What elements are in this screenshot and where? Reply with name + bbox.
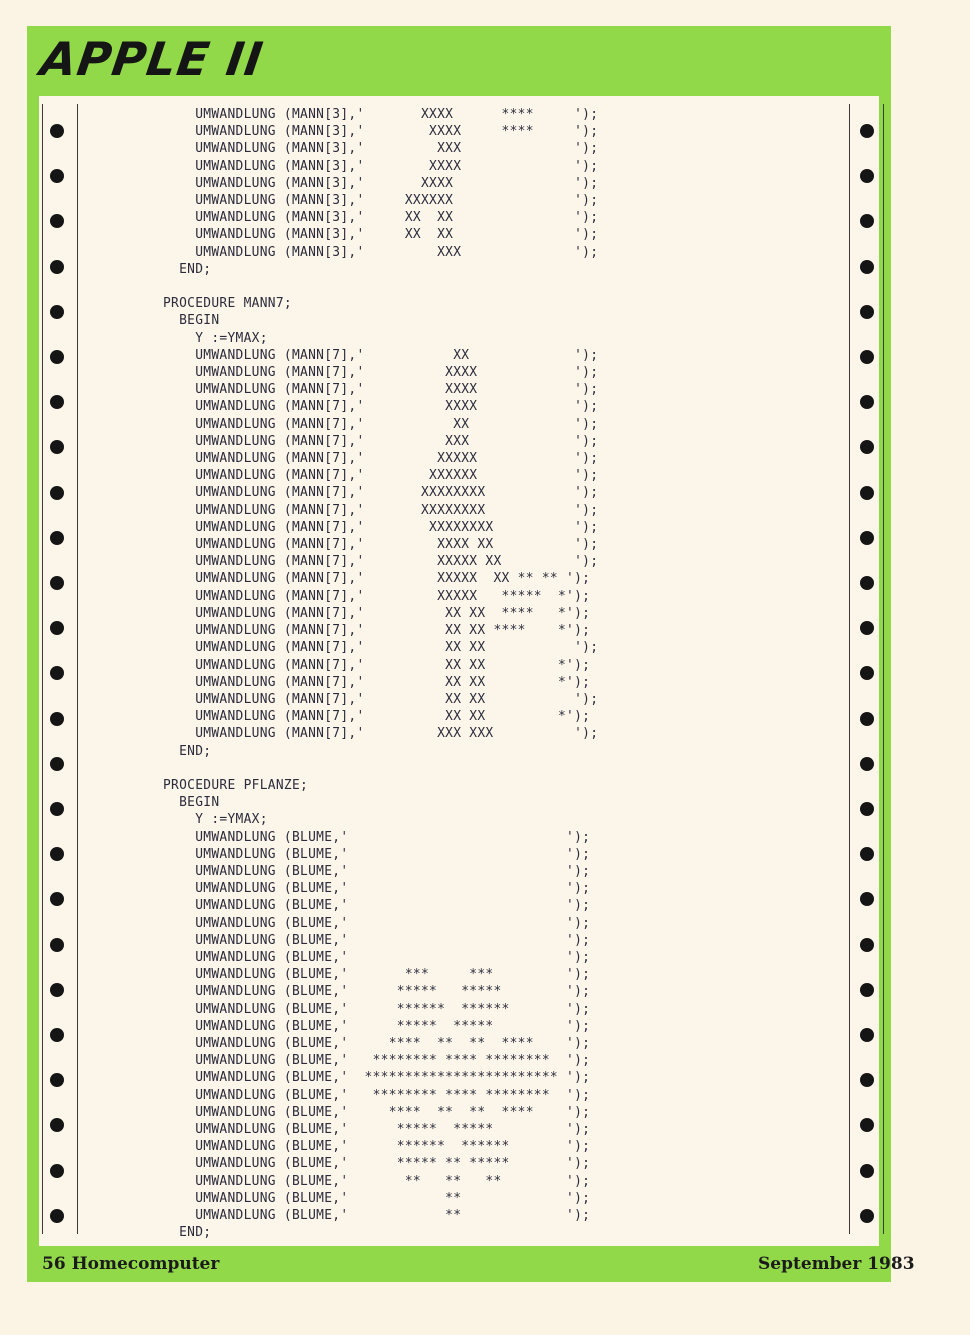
- feed-hole-right: [860, 983, 874, 997]
- code-line: UMWANDLUNG (BLUME,' ****** ****** ');: [163, 1139, 591, 1155]
- code-line: UMWANDLUNG (BLUME,' ** ');: [163, 1190, 591, 1206]
- code-line: UMWANDLUNG (MANN[7],' XXXXXXXX ');: [163, 502, 599, 518]
- code-line: UMWANDLUNG (MANN[3],' XXXX **** ');: [163, 107, 599, 122]
- code-line: UMWANDLUNG (BLUME,' ***** ** ***** ');: [163, 1156, 591, 1172]
- code-line: UMWANDLUNG (BLUME,' ');: [163, 829, 591, 845]
- feed-hole-right: [860, 260, 874, 274]
- section-title: APPLE II: [37, 32, 267, 86]
- code-line: UMWANDLUNG (BLUME,' ');: [163, 932, 591, 948]
- code-line: END;: [163, 1225, 212, 1241]
- code-line: UMWANDLUNG (MANN[7],' XXXXXXXX ');: [163, 485, 599, 501]
- feed-hole-left: [50, 124, 64, 138]
- code-line: UMWANDLUNG (BLUME,' *** *** ');: [163, 967, 591, 983]
- feed-hole-left: [50, 260, 64, 274]
- code-line: UMWANDLUNG (MANN[7],' XX XX ');: [163, 691, 599, 707]
- feed-hole-right: [860, 938, 874, 952]
- code-line: PROCEDURE MANN7;: [163, 296, 292, 312]
- code-line: UMWANDLUNG (BLUME,' ');: [163, 881, 591, 897]
- perforation-rule-left-inner: [77, 104, 78, 1234]
- feed-hole-right: [860, 486, 874, 500]
- code-line: UMWANDLUNG (MANN[7],' XXXXXX ');: [163, 468, 599, 484]
- feed-hole-left: [50, 1164, 64, 1178]
- page-number-and-magazine: 56 Homecomputer: [42, 1254, 220, 1274]
- code-line: UMWANDLUNG (MANN[7],' XX XX **** *');: [163, 623, 591, 639]
- perforation-rule-right-outer: [883, 104, 884, 1234]
- feed-hole-right: [860, 712, 874, 726]
- code-line: UMWANDLUNG (BLUME,' ** ** ** ');: [163, 1173, 591, 1189]
- feed-hole-right: [860, 1028, 874, 1042]
- code-line: UMWANDLUNG (MANN[7],' XX XX **** *');: [163, 605, 591, 621]
- code-line: UMWANDLUNG (MANN[7],' XXX XXX ');: [163, 726, 599, 742]
- feed-hole-right: [860, 305, 874, 319]
- feed-hole-left: [50, 576, 64, 590]
- code-listing: [163, 106, 598, 1241]
- code-line: UMWANDLUNG (MANN[7],' XXXXX XX ');: [163, 554, 599, 570]
- code-line: UMWANDLUNG (BLUME,' ');: [163, 915, 591, 931]
- feed-hole-right: [860, 350, 874, 364]
- feed-hole-left: [50, 305, 64, 319]
- code-line: UMWANDLUNG (MANN[7],' XX XX *');: [163, 709, 591, 725]
- code-line: UMWANDLUNG (MANN[7],' XXX ');: [163, 433, 599, 449]
- code-line: UMWANDLUNG (MANN[7],' XXXXXXXX ');: [163, 519, 599, 535]
- code-line: UMWANDLUNG (MANN[3],' XXX ');: [163, 141, 599, 157]
- code-line: UMWANDLUNG (MANN[7],' XXXX XX ');: [163, 537, 599, 553]
- feed-hole-left: [50, 531, 64, 545]
- code-line: Y :=YMAX;: [163, 812, 268, 828]
- code-line: UMWANDLUNG (MANN[7],' XXXX ');: [163, 365, 599, 381]
- feed-hole-left: [50, 757, 64, 771]
- code-line: UMWANDLUNG (MANN[3],' XX XX ');: [163, 227, 599, 243]
- feed-hole-right: [860, 1164, 874, 1178]
- feed-hole-right: [860, 1209, 874, 1223]
- code-line: UMWANDLUNG (MANN[7],' XXXXX XX ** ** ');: [163, 571, 591, 587]
- feed-hole-left: [50, 350, 64, 364]
- feed-hole-right: [860, 124, 874, 138]
- code-line: UMWANDLUNG (BLUME,' **** ** ** **** ');: [163, 1035, 591, 1051]
- code-line: UMWANDLUNG (BLUME,' ***** ***** ');: [163, 1018, 591, 1034]
- code-line: UMWANDLUNG (BLUME,' ******** **** ******** ');: [163, 1087, 591, 1103]
- code-line: UMWANDLUNG (MANN[3],' XXXX ');: [163, 158, 599, 174]
- code-line: UMWANDLUNG (MANN[7],' XXXX ');: [163, 382, 599, 398]
- code-line: UMWANDLUNG (MANN[7],' XX ');: [163, 416, 599, 432]
- code-line: UMWANDLUNG (MANN[7],' XX XX *');: [163, 657, 591, 673]
- code-line: UMWANDLUNG (BLUME,' ***** ***** ');: [163, 1121, 591, 1137]
- code-line: UMWANDLUNG (MANN[3],' XXXX ');: [163, 175, 599, 191]
- code-line: UMWANDLUNG (MANN[7],' XXXXX ');: [163, 451, 599, 467]
- code-line: UMWANDLUNG (BLUME,' **** ** ** **** ');: [163, 1104, 591, 1120]
- feed-hole-left: [50, 486, 64, 500]
- left-margin-band: [27, 96, 39, 1246]
- code-line: PROCEDURE PFLANZE;: [163, 777, 309, 793]
- code-line: END;: [163, 743, 212, 759]
- code-line: UMWANDLUNG (MANN[7],' XX XX *');: [163, 674, 591, 690]
- code-line: UMWANDLUNG (BLUME,' ');: [163, 949, 591, 965]
- feed-hole-left: [50, 802, 64, 816]
- feed-hole-right: [860, 802, 874, 816]
- header-band: [27, 26, 891, 96]
- code-line: UMWANDLUNG (BLUME,' ******** **** ******** ');: [163, 1053, 591, 1069]
- code-line: UMWANDLUNG (MANN[7],' XXXX ');: [163, 399, 599, 415]
- feed-hole-left: [50, 983, 64, 997]
- issue-date: September 1983: [758, 1254, 915, 1274]
- code-line: UMWANDLUNG (BLUME,' ');: [163, 846, 591, 862]
- code-line: UMWANDLUNG (MANN[3],' XX XX ');: [163, 210, 599, 226]
- feed-hole-right: [860, 757, 874, 771]
- code-line: UMWANDLUNG (BLUME,' ***** ***** ');: [163, 984, 591, 1000]
- feed-hole-right: [860, 576, 874, 590]
- code-line: UMWANDLUNG (MANN[3],' XXXXXX ');: [163, 193, 599, 209]
- perforation-rule-right-inner: [849, 104, 850, 1234]
- code-line: UMWANDLUNG (MANN[7],' XXXXX ***** *');: [163, 588, 591, 604]
- code-line: UMWANDLUNG (MANN[7],' XX XX ');: [163, 640, 599, 656]
- code-line: UMWANDLUNG (BLUME,' ** ');: [163, 1208, 591, 1223]
- code-line: UMWANDLUNG (BLUME,' ****** ****** ');: [163, 1001, 591, 1017]
- code-line: UMWANDLUNG (BLUME,' ');: [163, 898, 591, 914]
- code-line: BEGIN: [163, 313, 220, 329]
- code-line: BEGIN: [163, 795, 220, 811]
- perforation-rule-left-outer: [42, 104, 43, 1234]
- code-line: UMWANDLUNG (MANN[7],' XX ');: [163, 347, 599, 363]
- code-line: Y :=YMAX;: [163, 330, 268, 346]
- code-line: UMWANDLUNG (MANN[3],' XXX ');: [163, 244, 599, 260]
- feed-hole-left: [50, 1209, 64, 1223]
- code-line: UMWANDLUNG (BLUME,' ');: [163, 863, 591, 879]
- feed-hole-left: [50, 712, 64, 726]
- right-margin-band: [879, 96, 891, 1246]
- code-line: UMWANDLUNG (BLUME,' ************************ ');: [163, 1070, 591, 1086]
- code-line: END;: [163, 261, 212, 277]
- code-line: UMWANDLUNG (MANN[3],' XXXX **** ');: [163, 124, 599, 140]
- feed-hole-left: [50, 1028, 64, 1042]
- feed-hole-right: [860, 531, 874, 545]
- feed-hole-left: [50, 938, 64, 952]
